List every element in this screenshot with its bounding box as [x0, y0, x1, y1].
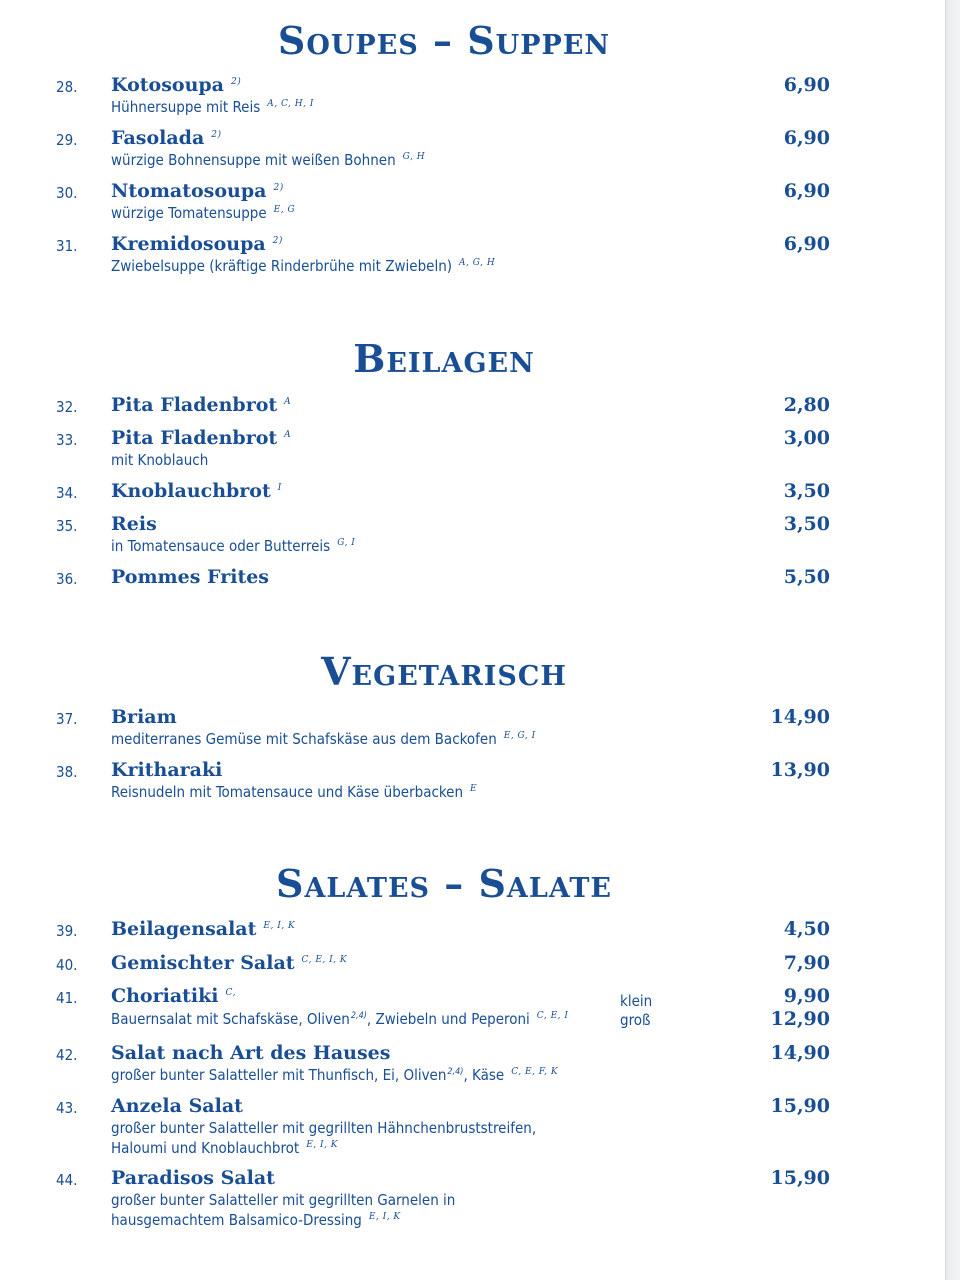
- item-description: Bauernsalat mit Schafskäse, Oliven$^{2,4)}$, Zwiebeln und Peperoni $^{C, E, I}$: [111, 1010, 569, 1028]
- item-description: würzige Bohnensuppe mit weißen Bohnen $^{G, H}$: [111, 151, 426, 169]
- size-label-small: klein: [620, 992, 653, 1010]
- item-description: großer bunter Salatteller mit Thunfisch, Ei, Oliven$^{2,4)}$, Käse $^{C, E, F, K}$: [111, 1066, 559, 1084]
- size-label-large: groß: [620, 1011, 651, 1029]
- item-price: 4,50: [783, 918, 830, 940]
- item-price: 7,90: [783, 952, 830, 974]
- item-number: 44.: [56, 1171, 78, 1189]
- allergen-codes: C, E, I: [536, 1011, 569, 1021]
- item-number: 43.: [56, 1099, 78, 1117]
- section-title-sides: Beilagen: [353, 336, 535, 381]
- allergen-codes: E, I, K: [306, 1140, 339, 1150]
- item-number: 42.: [56, 1046, 78, 1064]
- page-edge: [945, 0, 960, 1280]
- allergen-codes: G, I: [337, 538, 356, 548]
- item-name: Pita Fladenbrot $^A$: [111, 427, 292, 449]
- allergen-codes: E, I, K: [368, 1212, 401, 1222]
- item-description: Hühnersuppe mit Reis $^{A, C, H, I}$: [111, 98, 314, 116]
- section-title-soups: Soupes – Suppen: [277, 18, 611, 63]
- allergen-codes: G, H: [402, 152, 426, 162]
- item-description-line2: Haloumi und Knoblauchbrot $^{E, I, K}$: [111, 1139, 339, 1157]
- allergen-codes: C, E, F, K: [511, 1067, 559, 1077]
- allergen-codes: C, E, I, K: [301, 954, 348, 965]
- allergen-codes: E, I, K: [263, 920, 296, 931]
- item-name: Briam: [111, 706, 177, 728]
- item-name: Beilagensalat $^{E, I, K}$: [111, 918, 296, 940]
- footnote-ref: 2,4): [447, 1067, 464, 1077]
- item-price-small: 9,90: [783, 985, 830, 1007]
- section-title-salads: Salates – Salate: [276, 861, 612, 906]
- item-description: in Tomatensauce oder Butterreis $^{G, I}$: [111, 537, 356, 555]
- item-price: 15,90: [770, 1095, 830, 1117]
- item-footnote: 2): [273, 182, 284, 193]
- item-description: Zwiebelsuppe (kräftige Rinderbrühe mit Zwiebeln) $^{A, G, H}$: [111, 257, 496, 275]
- allergen-codes: E, G: [273, 205, 296, 215]
- item-price: 5,50: [783, 566, 830, 588]
- footnote-ref: 2,4): [350, 1011, 367, 1021]
- item-number: 32.: [56, 398, 78, 416]
- item-footnote: A: [284, 429, 292, 440]
- item-footnote: I: [277, 482, 282, 493]
- item-description-line1: großer bunter Salatteller mit gegrillten Garnelen in: [111, 1191, 456, 1209]
- item-name: Gemischter Salat $^{C, E, I, K}$: [111, 952, 348, 974]
- item-number: 35.: [56, 517, 78, 535]
- allergen-codes: C,: [225, 987, 236, 998]
- item-description: Reisnudeln mit Tomatensauce und Käse überbacken $^E$: [111, 783, 478, 801]
- item-name: Pita Fladenbrot $^A$: [111, 394, 292, 416]
- item-name: Kremidosoupa $^{2)}$: [111, 233, 283, 255]
- item-name: Kotosoupa $^{2)}$: [111, 74, 242, 96]
- item-name: Choriatiki $^{C,}$: [111, 985, 236, 1007]
- item-price: 6,90: [783, 180, 830, 202]
- item-description-line2: hausgemachtem Balsamico-Dressing $^{E, I, K}$: [111, 1211, 401, 1229]
- item-price: 13,90: [770, 759, 830, 781]
- item-footnote: A: [284, 396, 292, 407]
- item-name: Reis: [111, 513, 157, 535]
- allergen-codes: A, C, H, I: [267, 99, 314, 109]
- item-number: 31.: [56, 237, 78, 255]
- item-price: 3,50: [783, 513, 830, 535]
- item-name: Salat nach Art des Hauses: [111, 1042, 391, 1064]
- item-number: 38.: [56, 763, 78, 781]
- item-number: 30.: [56, 184, 78, 202]
- item-number: 37.: [56, 710, 78, 728]
- item-price: 6,90: [783, 127, 830, 149]
- item-price: 6,90: [783, 74, 830, 96]
- item-name: Kritharaki: [111, 759, 223, 781]
- item-description: würzige Tomatensuppe $^{E, G}$: [111, 204, 296, 222]
- item-number: 28.: [56, 78, 78, 96]
- item-price: 15,90: [770, 1167, 830, 1189]
- item-description: mit Knoblauch: [111, 451, 209, 469]
- item-number: 40.: [56, 956, 78, 974]
- item-number: 41.: [56, 989, 78, 1007]
- item-name: Pommes Frites: [111, 566, 270, 588]
- allergen-codes: E, G, I: [503, 731, 536, 741]
- item-number: 39.: [56, 922, 78, 940]
- item-footnote: 2): [211, 129, 222, 140]
- item-name: Anzela Salat: [111, 1095, 243, 1117]
- item-price: 14,90: [770, 706, 830, 728]
- item-price: 3,00: [783, 427, 830, 449]
- item-price: 3,50: [783, 480, 830, 502]
- item-number: 36.: [56, 570, 78, 588]
- item-number: 34.: [56, 484, 78, 502]
- item-name: Paradisos Salat: [111, 1167, 275, 1189]
- item-price: 6,90: [783, 233, 830, 255]
- allergen-codes: A, G, H: [459, 258, 496, 268]
- item-name: Ntomatosoupa $^{2)}$: [111, 180, 284, 202]
- item-price: 2,80: [783, 394, 830, 416]
- item-footnote: 2): [231, 76, 242, 87]
- item-description: mediterranes Gemüse mit Schafskäse aus dem Backofen $^{E, G, I}$: [111, 730, 536, 748]
- item-name: Knoblauchbrot $^I$: [111, 480, 282, 502]
- item-price-large: 12,90: [770, 1008, 830, 1030]
- item-description-line1: großer bunter Salatteller mit gegrillten Hähnchenbruststreifen,: [111, 1119, 537, 1137]
- item-footnote: 2): [272, 235, 283, 246]
- item-name: Fasolada $^{2)}$: [111, 127, 222, 149]
- section-title-vegetarian: Vegetarisch: [321, 649, 567, 694]
- item-price: 14,90: [770, 1042, 830, 1064]
- allergen-codes: E: [470, 784, 478, 794]
- item-number: 29.: [56, 131, 78, 149]
- item-number: 33.: [56, 431, 78, 449]
